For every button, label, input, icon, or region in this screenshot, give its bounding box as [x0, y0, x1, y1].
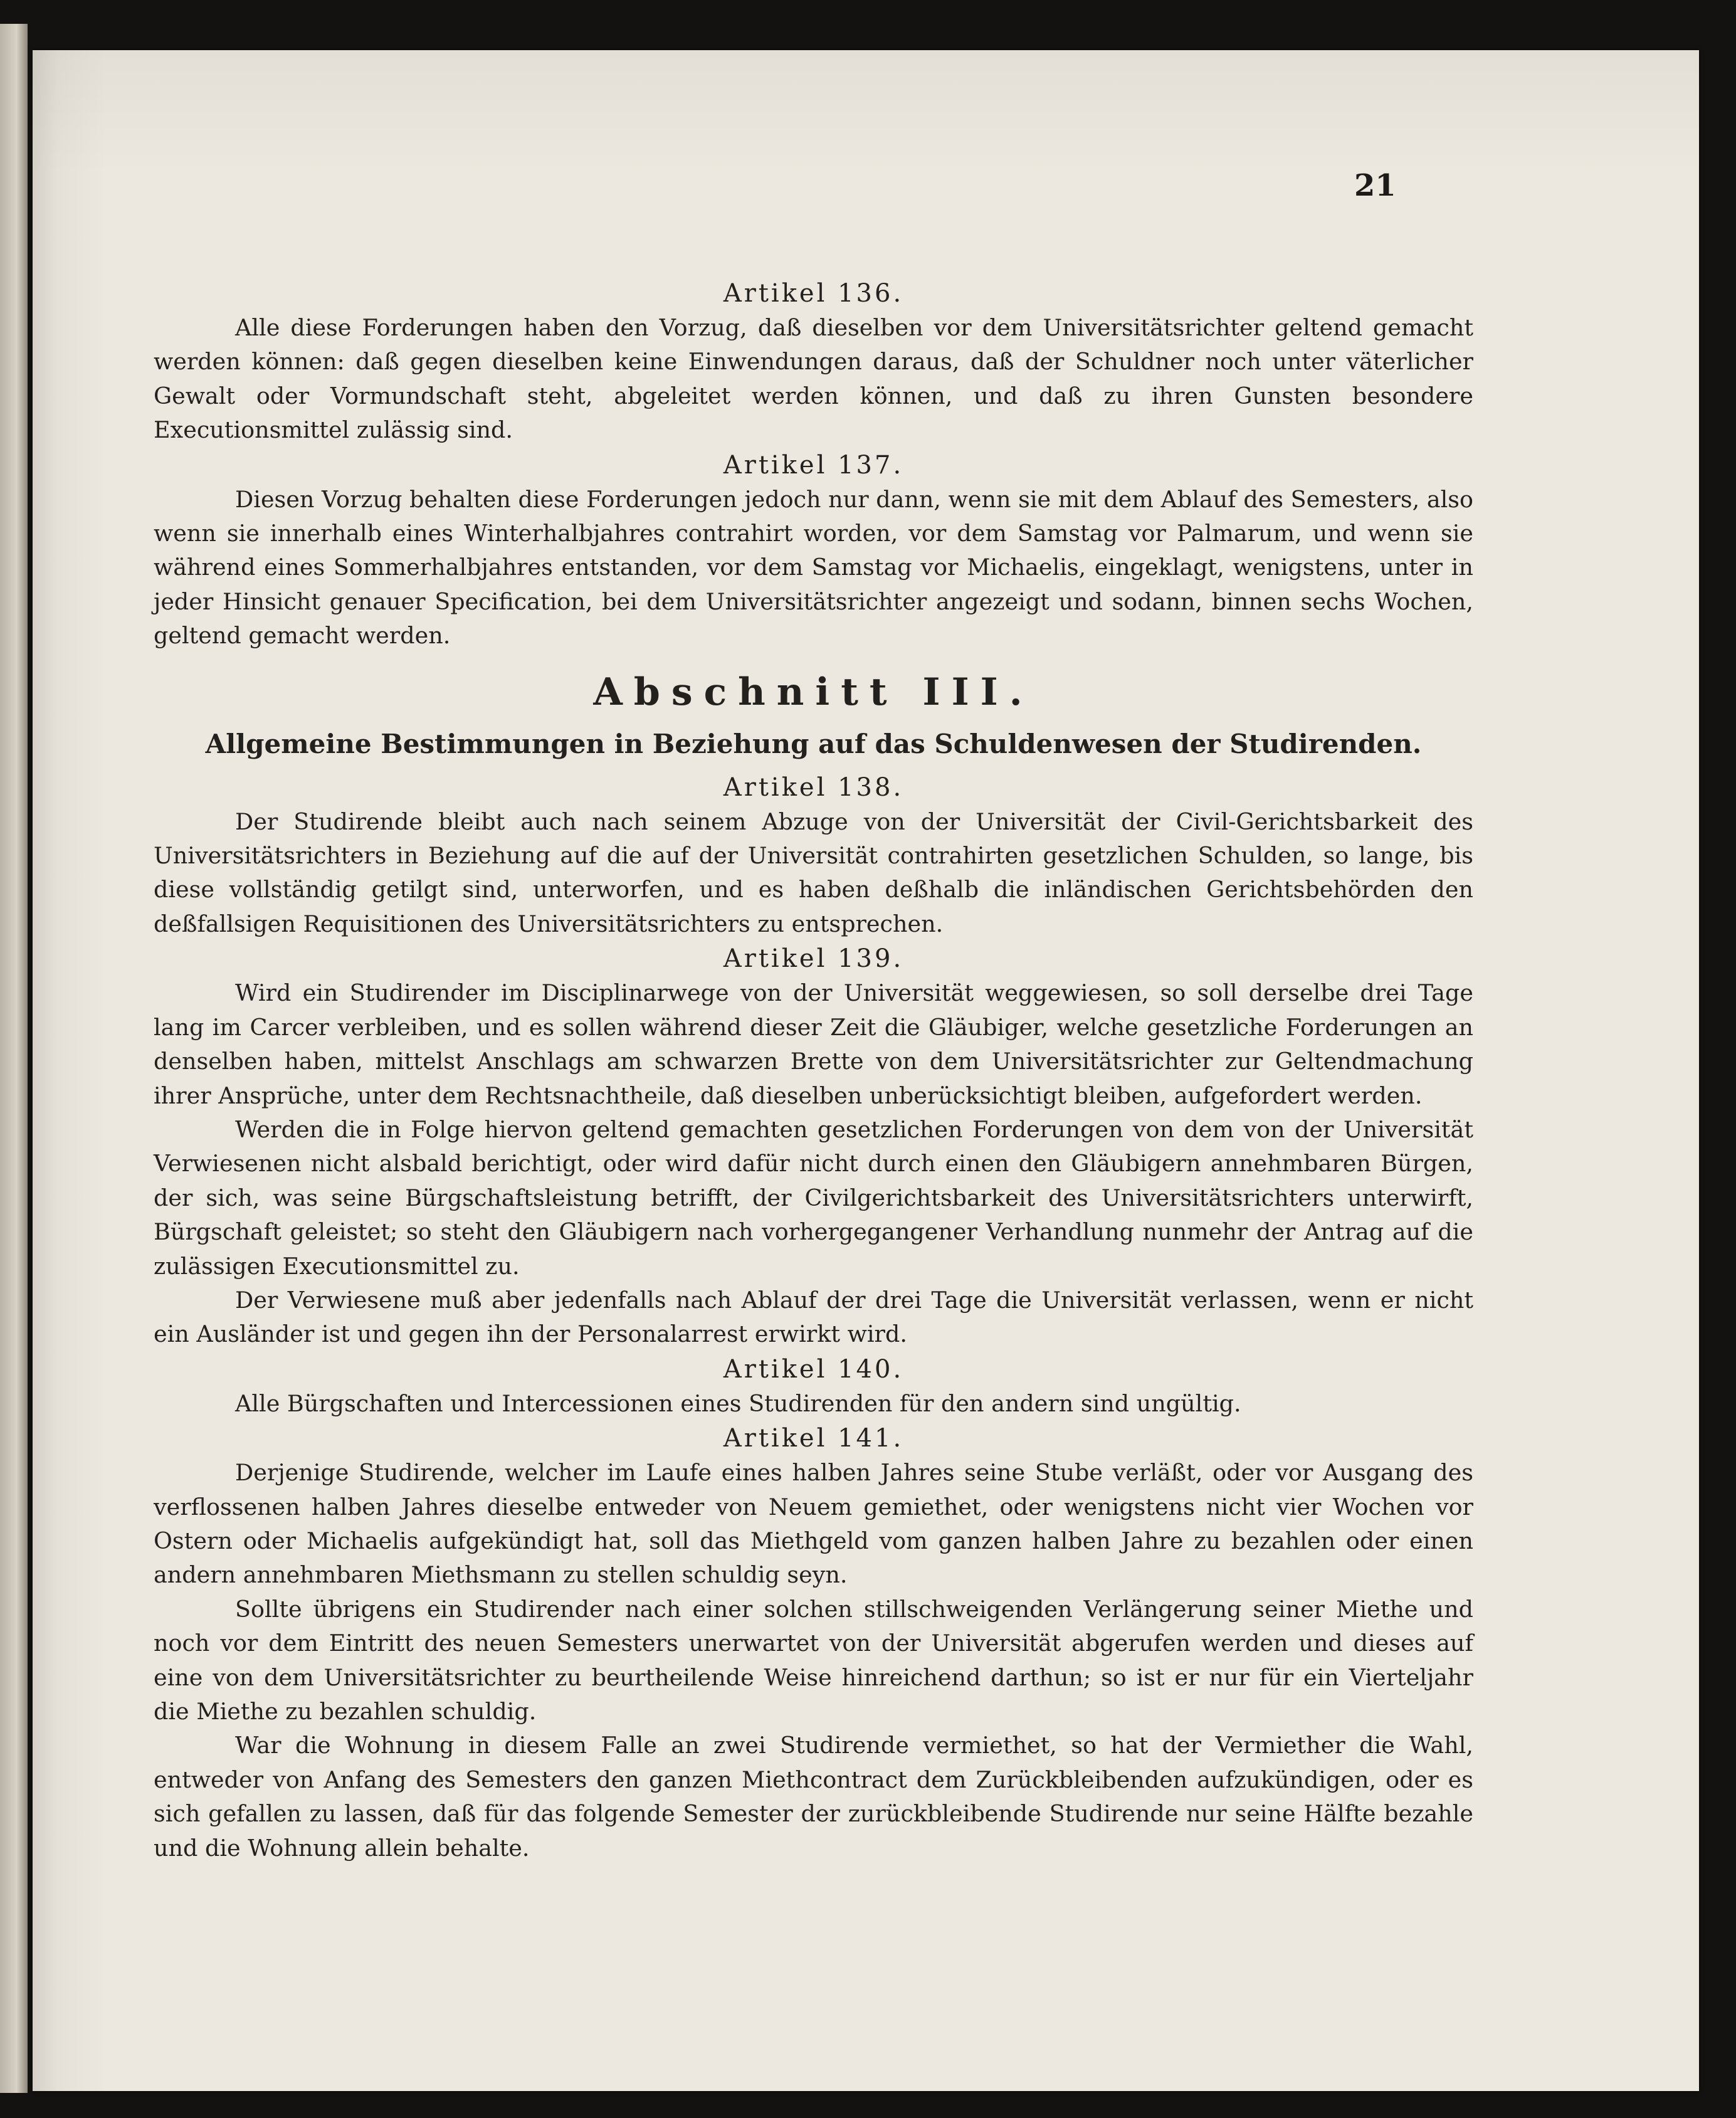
- section-subtitle: Allgemeine Bestimmungen in Beziehung auf das Schuldenwesen der Studirenden.: [205, 728, 1422, 759]
- article-heading: Artikel 140.: [723, 1354, 904, 1384]
- paragraph: Der Studirende bleibt auch nach seinem Abzuge von der Universität der Civil-Gerichtsbarkeit des Universitätsrichters in Beziehung auf die auf der Universität contrahirten gesetzlichen Schulden, so lange, bis diese vollständig getilgt sind, unterworfen, und es haben deßhalb die inländischen Gerichtsbehörden den deßfallsigen Requisitionen des Universitätsrichters zu entsprechen.: [154, 808, 1473, 937]
- article-heading: Artikel 137.: [723, 450, 904, 480]
- paragraph: Alle Bürgschaften und Intercessionen eines Studirenden für den andern sind ungültig.: [235, 1389, 1241, 1417]
- paragraph: Diesen Vorzug behalten diese Forderungen jedoch nur dann, wenn sie mit dem Ablauf des Semesters, also wenn sie innerhalb eines Winterhalbjahres contrahirt worden, vor dem Samstag vor Palmarum, und wenn sie während eines Sommerhalbjahres entstanden, vor dem Samstag vor Michaelis, eingeklagt, wenigstens, unter in jeder Hinsicht genauer Specification, bei dem Universitätsrichter angezeigt und sodann, binnen sechs Wochen, geltend gemacht werden.: [154, 485, 1473, 650]
- article-heading: Artikel 136.: [723, 279, 904, 308]
- page-content: [154, 276, 1473, 1865]
- article-heading: Artikel 138.: [723, 772, 904, 802]
- section-title: Abschnitt III.: [593, 670, 1034, 714]
- paragraph: Wird ein Studirender im Disciplinarwege von der Universität weggewiesen, so soll derselbe drei Tage lang im Carcer verbleiben, und es sollen während dieser Zeit die Gläubiger, welche gesetzliche Forderungen an denselben haben, mittelst Anschlags am schwarzen Brette von dem Universitätsrichter zur Geltendmachung ihrer Ansprüche, unter dem Rechtsnachtheile, daß dieselben unberücksichtigt bleiben, aufgefordert werden.: [154, 979, 1473, 1109]
- paragraph: Sollte übrigens ein Studirender nach einer solchen stillschweigenden Verlängerung seiner Miethe und noch vor dem Eintritt des neuen Semesters unerwartet von der Universität abgerufen werden und dieses auf eine von dem Universitätsrichter zu beurtheilende Weise hinreichend darthun; so ist er nur für ein Vierteljahr die Miethe zu bezahlen schuldig.: [154, 1595, 1473, 1725]
- paragraph: War die Wohnung in diesem Falle an zwei Studirende vermiethet, so hat der Vermiether die Wahl, entweder von Anfang des Semesters den ganzen Miethcontract dem Zurückbleibenden aufzukündigen, oder es sich gefallen zu lassen, daß für das folgende Semester der zurückbleibende Studirende nur seine Hälfte bezahle und die Wohnung allein behalte.: [154, 1732, 1473, 1862]
- article-heading: Artikel 141.: [723, 1424, 904, 1453]
- book-page: [33, 50, 1699, 2091]
- paragraph: Derjenige Studirende, welcher im Laufe eines halben Jahres seine Stube verläßt, oder vor Ausgang des verflossenen halben Jahres dieselbe entweder von Neuem gemiethet, oder wenigstens nicht vier Wochen vor Ostern oder Michaelis aufgekündigt hat, soll das Miethgeld vom ganzen halben Jahre zu bezahlen oder einen andern annehmbaren Miethsmann zu stellen schuldig seyn.: [154, 1459, 1473, 1589]
- page-number: 21: [1354, 168, 1396, 203]
- previous-page-edge: [0, 24, 28, 2093]
- paragraph: Werden die in Folge hiervon geltend gemachten gesetzlichen Forderungen von dem von der Universität Verwiesenen nicht alsbald berichtigt, oder wird dafür nicht durch einen den Gläubigern annehmbaren Bürgen, der sich, was seine Bürgschaftsleistung betrifft, der Civilgerichtsbarkeit des Universitätsrichters unterwirft, Bürgschaft geleistet; so steht den Gläubigern nach vorhergegangener Verhandlung nunmehr der Antrag auf die zulässigen Executionsmittel zu.: [154, 1115, 1473, 1280]
- paragraph: Alle diese Forderungen haben den Vorzug, daß dieselben vor dem Universitätsrichter geltend gemacht werden können: daß gegen dieselben keine Einwendungen daraus, daß der Schuldner noch unter väterlicher Gewalt oder Vormundschaft steht, abgeleitet werden können, und daß zu ihren Gunsten besondere Executionsmittel zulässig sind.: [154, 314, 1473, 444]
- article-heading: Artikel 139.: [723, 944, 904, 974]
- paragraph: Der Verwiesene muß aber jedenfalls nach Ablauf der drei Tage die Universität verlassen, wenn er nicht ein Ausländer ist und gegen ihn der Personalarrest erwirkt wird.: [154, 1286, 1473, 1348]
